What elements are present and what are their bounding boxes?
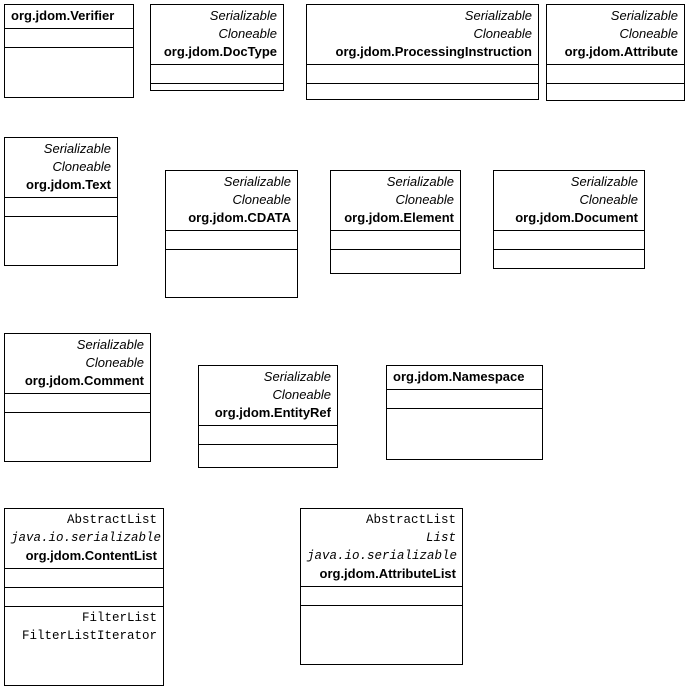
uml-class-element-line: Cloneable	[395, 192, 454, 207]
uml-class-processinginstruction-compartment-0	[307, 5, 538, 64]
uml-class-entityref[interactable]	[198, 365, 338, 468]
uml-class-doctype-line: org.jdom.DocType	[163, 44, 277, 59]
uml-class-attributelist-compartment-1	[301, 586, 462, 605]
uml-class-attribute-line: org.jdom.Attribute	[564, 44, 678, 59]
uml-class-element-line: Serializable	[386, 174, 454, 189]
uml-class-contentlist-line: FilterList	[81, 611, 157, 625]
uml-class-document-line: Cloneable	[579, 192, 638, 207]
uml-class-element-compartment-0	[331, 171, 460, 230]
uml-class-document-compartment-0	[494, 171, 644, 230]
uml-class-attribute-line: Serializable	[610, 8, 678, 23]
uml-class-text-compartment-2	[5, 216, 117, 235]
uml-class-verifier[interactable]	[4, 4, 134, 98]
uml-class-entityref-line: org.jdom.EntityRef	[214, 405, 331, 420]
uml-class-processinginstruction-compartment-2	[307, 83, 538, 102]
uml-class-doctype-line: Serializable	[209, 8, 277, 23]
uml-class-namespace[interactable]	[386, 365, 543, 460]
uml-class-cdata[interactable]	[165, 170, 298, 298]
uml-class-namespace-compartment-2	[387, 408, 542, 427]
uml-class-contentlist-line: java.io.serializable	[11, 531, 162, 545]
uml-class-document-line: org.jdom.Document	[515, 210, 638, 225]
uml-class-attributelist-line: org.jdom.AttributeList	[319, 566, 456, 581]
uml-class-processinginstruction-line: Cloneable	[473, 26, 532, 41]
uml-class-cdata-compartment-0	[166, 171, 297, 230]
uml-class-comment-line: Cloneable	[85, 355, 144, 370]
uml-class-contentlist-compartment-2	[5, 587, 163, 606]
uml-class-attributelist-compartment-2	[301, 605, 462, 624]
uml-class-namespace-line: org.jdom.Namespace	[393, 369, 525, 384]
uml-class-attributelist-line: java.io.serializable	[307, 549, 458, 563]
uml-class-document-compartment-2	[494, 249, 644, 268]
uml-class-attributelist-line: AbstractList	[365, 513, 456, 527]
uml-class-entityref-line: Cloneable	[272, 387, 331, 402]
uml-class-document-compartment-1	[494, 230, 644, 249]
uml-class-attribute-compartment-2	[547, 83, 684, 102]
uml-class-verifier-compartment-1	[5, 28, 133, 47]
uml-class-contentlist-line: org.jdom.ContentList	[25, 548, 157, 563]
uml-class-text-compartment-1	[5, 197, 117, 216]
uml-class-element-compartment-1	[331, 230, 460, 249]
uml-class-contentlist[interactable]	[4, 508, 164, 686]
uml-class-entityref-compartment-0	[199, 366, 337, 425]
uml-class-attributelist-line: List	[425, 531, 456, 545]
uml-class-entityref-compartment-1	[199, 425, 337, 444]
uml-class-element-compartment-2	[331, 249, 460, 268]
uml-class-verifier-line: org.jdom.Verifier	[11, 8, 115, 23]
uml-class-document[interactable]	[493, 170, 645, 269]
uml-class-text-line: org.jdom.Text	[26, 177, 111, 192]
uml-class-element[interactable]	[330, 170, 461, 274]
uml-class-processinginstruction[interactable]	[306, 4, 539, 100]
uml-class-cdata-compartment-1	[166, 230, 297, 249]
uml-class-doctype-compartment-2	[151, 83, 283, 102]
uml-class-entityref-compartment-2	[199, 444, 337, 463]
uml-class-element-line: org.jdom.Element	[344, 210, 454, 225]
uml-class-contentlist-line: FilterListIterator	[21, 629, 157, 643]
uml-class-text-compartment-0	[5, 138, 117, 197]
uml-class-comment-line: Serializable	[76, 337, 144, 352]
uml-class-cdata-line: Serializable	[223, 174, 291, 189]
uml-class-verifier-compartment-2	[5, 47, 133, 66]
uml-class-namespace-compartment-0	[387, 366, 542, 389]
uml-class-cdata-line: org.jdom.CDATA	[188, 210, 291, 225]
uml-class-verifier-compartment-0	[5, 5, 133, 28]
uml-class-cdata-compartment-2	[166, 249, 297, 268]
uml-class-namespace-compartment-1	[387, 389, 542, 408]
uml-class-contentlist-compartment-3	[5, 606, 163, 648]
uml-class-processinginstruction-line: Serializable	[464, 8, 532, 23]
uml-class-doctype-compartment-1	[151, 64, 283, 83]
uml-class-doctype-line: Cloneable	[218, 26, 277, 41]
uml-class-contentlist-compartment-0	[5, 509, 163, 568]
uml-class-doctype[interactable]	[150, 4, 284, 91]
uml-class-attributelist-compartment-0	[301, 509, 462, 586]
uml-class-comment-compartment-1	[5, 393, 150, 412]
uml-class-doctype-compartment-0	[151, 5, 283, 64]
uml-class-comment-compartment-2	[5, 412, 150, 431]
uml-class-text-line: Cloneable	[52, 159, 111, 174]
uml-class-attribute-compartment-0	[547, 5, 684, 64]
uml-class-contentlist-compartment-1	[5, 568, 163, 587]
uml-class-processinginstruction-compartment-1	[307, 64, 538, 83]
uml-class-cdata-line: Cloneable	[232, 192, 291, 207]
uml-class-attributelist[interactable]	[300, 508, 463, 665]
uml-class-comment-line: org.jdom.Comment	[24, 373, 144, 388]
uml-class-attribute[interactable]	[546, 4, 685, 101]
uml-class-entityref-line: Serializable	[263, 369, 331, 384]
uml-class-comment-compartment-0	[5, 334, 150, 393]
uml-class-attribute-compartment-1	[547, 64, 684, 83]
uml-class-comment[interactable]	[4, 333, 151, 462]
uml-class-text-line: Serializable	[43, 141, 111, 156]
uml-class-processinginstruction-line: org.jdom.ProcessingInstruction	[335, 44, 532, 59]
uml-class-attribute-line: Cloneable	[619, 26, 678, 41]
uml-class-text[interactable]	[4, 137, 118, 266]
uml-class-contentlist-line: AbstractList	[66, 513, 157, 527]
uml-class-document-line: Serializable	[570, 174, 638, 189]
